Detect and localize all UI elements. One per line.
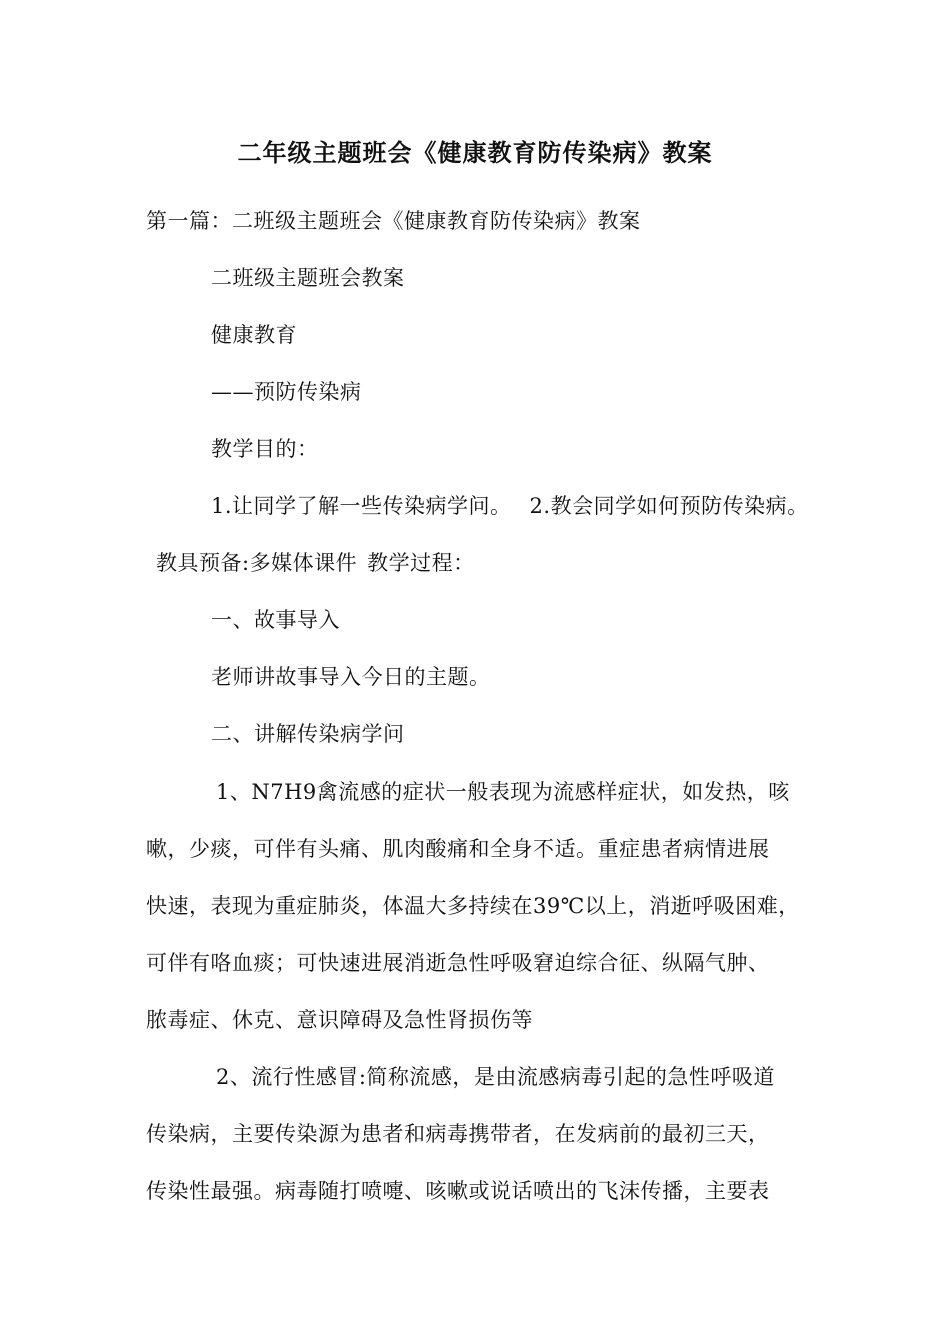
paragraph: 二、讲解传染病学问 <box>211 722 405 746</box>
goal-item: 1.让同学了解一些传染病学问。 <box>211 494 512 518</box>
paragraph: 脓毒症、休克、意识障碍及急性肾损伤等 <box>146 1008 533 1032</box>
goal-item: 2.教会同学如何预防传染病。 <box>529 494 809 518</box>
paragraph: 健康教育 <box>211 323 297 347</box>
paragraph: ——预防传染病 <box>211 380 362 404</box>
paragraph: 一、故事导入 <box>211 608 340 632</box>
paragraph: 2、流行性感冒:简称流感，是由流感病毒引起的急性呼吸道 <box>216 1065 775 1089</box>
paragraph: 1、N7H9禽流感的症状一般表现为流感样症状，如发热，咳 <box>216 780 790 804</box>
paragraph: 快速，表现为重症肺炎，体温大多持续在39℃以上，消逝呼吸困难， <box>146 894 800 918</box>
paragraph <box>156 548 475 578</box>
paragraph: 传染性最强。病毒随打喷嚏、咳嗽或说话喷出的飞沫传播，主要表 <box>146 1179 770 1203</box>
paragraph <box>211 491 809 521</box>
paragraph: 老师讲故事导入今日的主题。 <box>211 665 491 689</box>
paragraph: 教学目的： <box>211 437 319 461</box>
section-heading: 第一篇：二班级主题班会《健康教育防传染病》教案 <box>146 209 641 233</box>
process-text: 教学过程： <box>367 551 475 575</box>
paragraph: 嗽，少痰，可伴有头痛、肌肉酸痛和全身不适。重症患者病情进展 <box>146 837 770 861</box>
paragraph: 可伴有咯血痰；可快速进展消逝急性呼吸窘迫综合征、纵隔气肿、 <box>146 951 770 975</box>
paragraph: 传染病，主要传染源为患者和病毒携带者，在发病前的最初三天， <box>146 1122 770 1146</box>
paragraph: 二班级主题班会教案 <box>211 266 405 290</box>
materials-text: 教具预备:多媒体课件 <box>156 551 358 575</box>
document-title: 二年级主题班会《健康教育防传染病》教案 <box>237 138 713 167</box>
